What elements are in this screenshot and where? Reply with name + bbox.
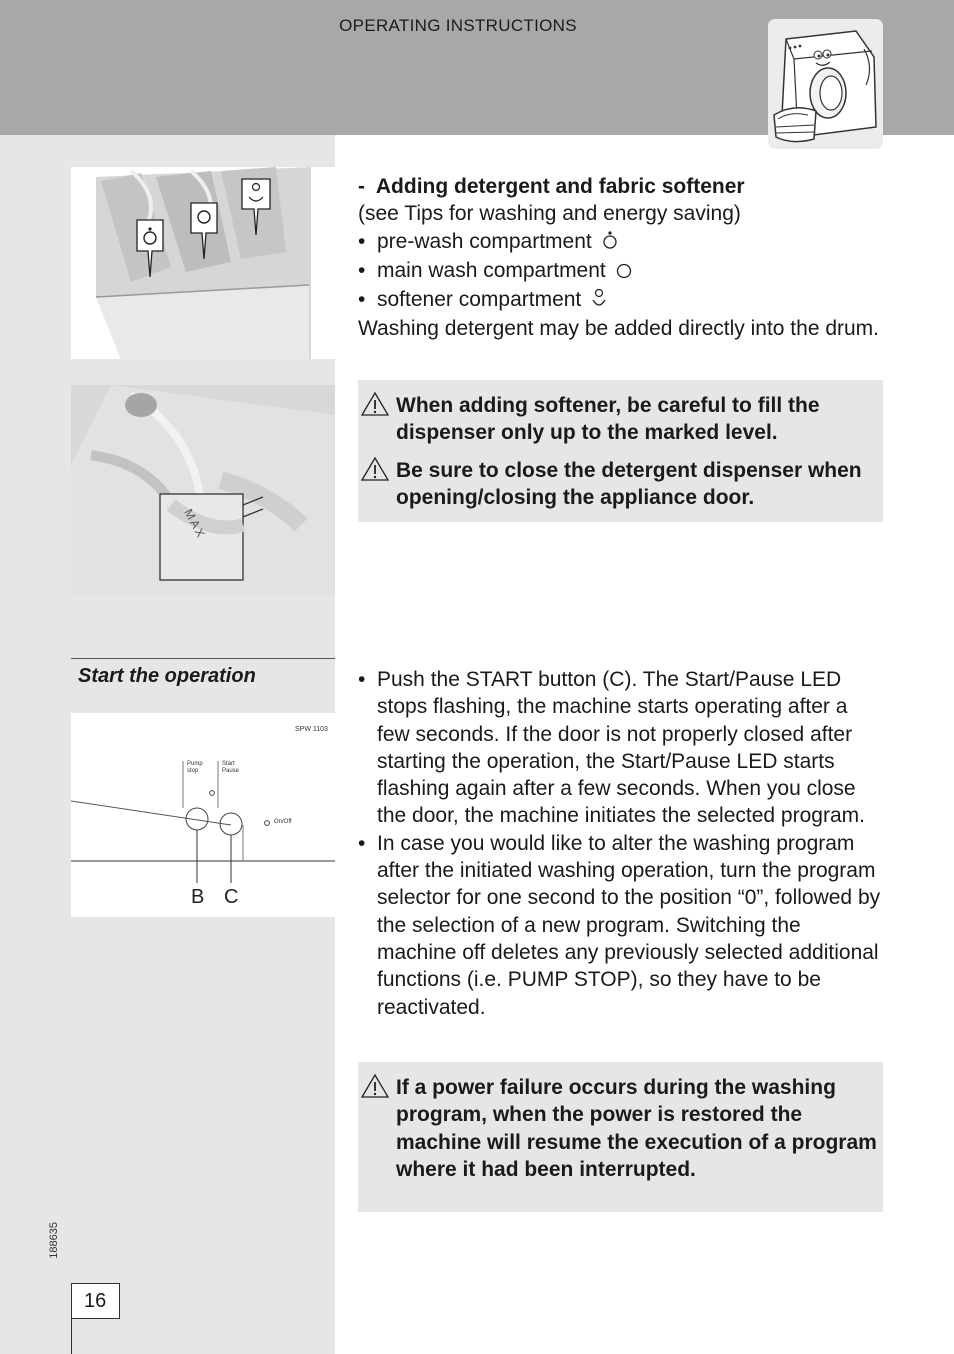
softener-icon (591, 288, 607, 315)
heading-text: Adding detergent and fabric softener (375, 175, 745, 198)
detergent-drawer-figure (71, 167, 335, 359)
warning-item (358, 392, 883, 447)
detergent-section (358, 173, 883, 343)
warning-text: If a power failure occurs during the washing program, when the power is restored the machine will resume the execution of a program where it had been interrupted. (396, 1076, 877, 1181)
label-c: C (224, 886, 239, 908)
warning-item (358, 1074, 883, 1183)
warning-text: When adding softener, be careful to fill the dispenser only up to the marked level. (396, 394, 820, 445)
document-number: 188635 (48, 1222, 60, 1259)
page-number: 16 (71, 1283, 120, 1319)
section-heading (358, 173, 883, 200)
list-item: • In case you would like to alter the washing program after the initiated washing operation, turn the program selector for one second to the position “0”, followed by the selection of a new program. Switching the machine off deletes any previously selected additional functions (i.e. PUMP STOP), so they have to be reactivated. (358, 830, 883, 1021)
list-item: • Push the START button (C). The Start/Pause LED stops flashing, the machine starts operating after a few seconds. If the door is not properly closed after starting the operation, the Start/Pause LED starts flashing again after a few seconds. When you close the door, the machine initiates the selected program. (358, 666, 883, 830)
control-panel-figure (71, 713, 335, 917)
warning-box-softener (358, 380, 883, 522)
max-level-label: MAX (181, 506, 209, 542)
start-operation-title: Start the operation (78, 665, 256, 687)
figure-gap (71, 359, 335, 385)
prewash-icon (602, 230, 618, 257)
page-number-rule (71, 1319, 72, 1354)
mainwash-icon (616, 259, 632, 286)
detergent-note: Washing detergent may be added directly into the drum. (358, 317, 880, 341)
warning-item (358, 457, 883, 512)
warning-triangle-icon (361, 392, 389, 423)
pump-stop-label: Pump stop (187, 761, 203, 774)
list-item (358, 257, 883, 286)
warning-triangle-icon (361, 457, 389, 488)
softener-level-figure (71, 385, 335, 594)
heading-dash: - (358, 175, 365, 198)
section-subtitle: (see Tips for washing and energy saving) (358, 202, 741, 226)
label-b: B (191, 886, 205, 908)
compartment-list (358, 228, 883, 316)
start-pause-label: Start Pause (222, 761, 240, 774)
compartment-label: pre-wash compartment (377, 229, 592, 253)
start-operation-section (358, 666, 883, 1021)
warning-text: Be sure to close the detergent dispenser when opening/closing the appliance door. (396, 458, 862, 509)
section-divider (71, 658, 335, 659)
washing-machine-mascot-icon (768, 19, 883, 149)
warning-triangle-icon (361, 1074, 389, 1105)
compartment-label: softener compartment (377, 288, 582, 312)
compartment-label: main wash compartment (377, 258, 606, 282)
model-label: SPW 1103 (295, 726, 328, 733)
operation-list (358, 666, 883, 1021)
onoff-label: On/Off (274, 819, 292, 825)
header-title: OPERATING INSTRUCTIONS (339, 16, 577, 35)
warning-box-power-failure (358, 1062, 883, 1212)
list-item (358, 286, 883, 315)
list-item (358, 228, 883, 257)
